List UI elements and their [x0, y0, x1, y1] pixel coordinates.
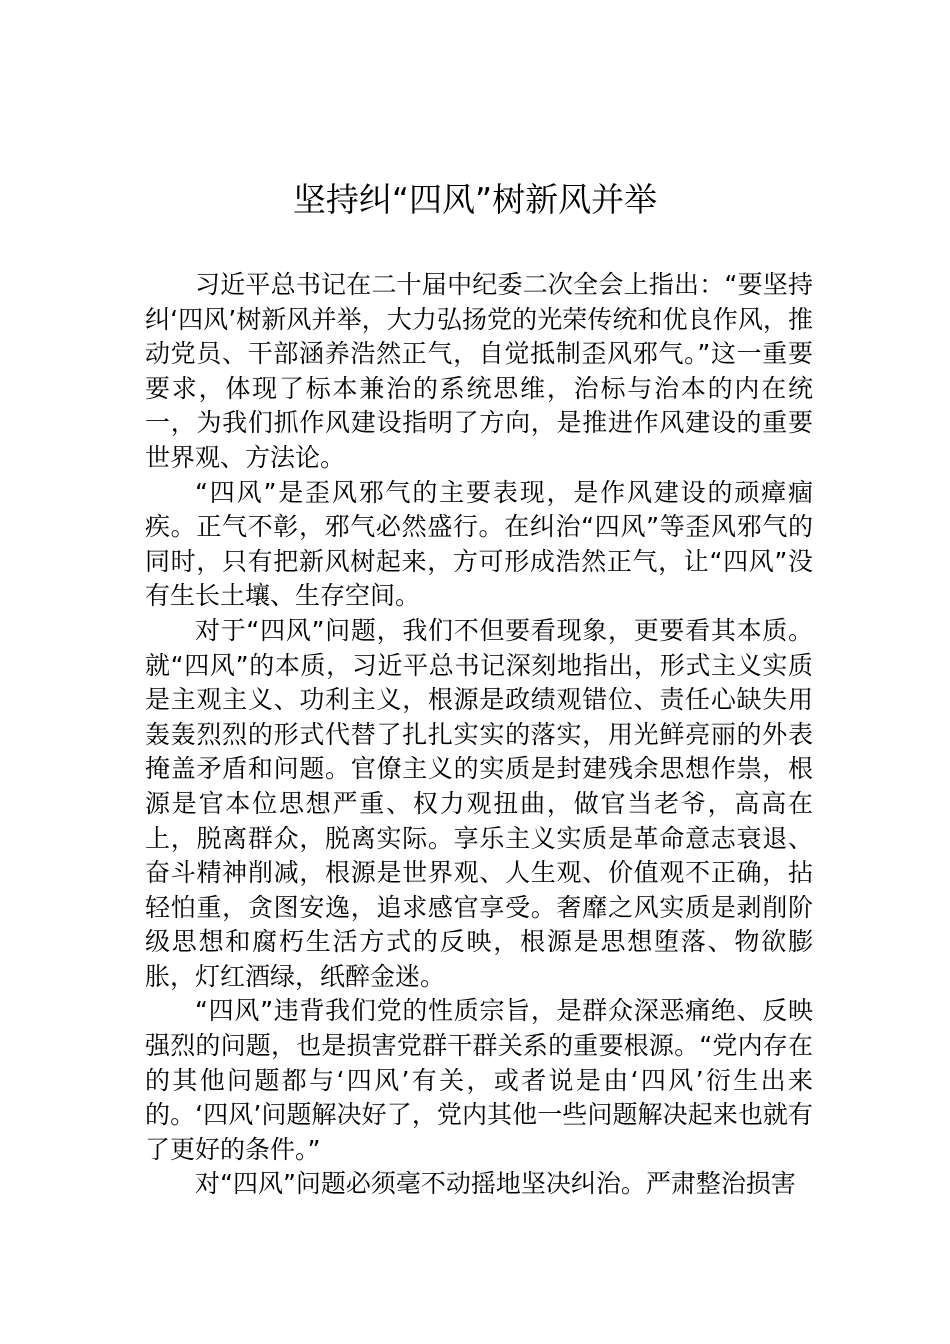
paragraph-2: “四风”是歪风邪气的主要表现，是作风建设的顽瘴痼疾。正气不彰，邪气必然盛行。在纠治“四风”等歪风邪气的同时，只有把新风树起来，方可形成浩然正气，让“四风”没有生长土壤、生存空间。: [145, 477, 813, 611]
paragraph-3: 对于“四风”问题，我们不但要看现象，更要看其本质。就“四风”的本质，习近平总书记深刻地指出，形式主义实质是主观主义、功利主义，根源是政绩观错位、责任心缺失用轰轰烈烈的形式代替了扎扎实实的落实，用光鲜亮丽的外表掩盖矛盾和问题。官僚主义的实质是封建残余思想作祟，根源是官本位思想严重、权力观扭曲，做官当老爷，高高在上，脱离群众，脱离实际。享乐主义实质是革命意志衰退、奋斗精神削减，根源是世界观、人生观、价值观不正确，拈轻怕重，贪图安逸，追求感官享受。奢靡之风实质是剥削阶级思想和腐朽生活方式的反映，根源是思想堕落、物欲膨胀，灯红酒绿，纸醉金迷。: [145, 615, 813, 991]
document-title: 坚持纠“四风”树新风并举: [292, 180, 658, 219]
paragraph-4: “四风”违背我们党的性质宗旨，是群众深恶痛绝、反映强烈的问题，也是损害党群干群关系的重要根源。“党内存在的其他问题都与‘四风’有关，或者说是由‘四风’衍生出来的。‘四风’问题解决好了，党内其他一些问题解决起来也就有了更好的条件。”: [145, 996, 813, 1164]
paragraph-1: 习近平总书记在二十届中纪委二次全会上指出：“要坚持纠‘四风’树新风并举，大力弘扬党的光荣传统和优良作风，推动党员、干部涵养浩然正气，自觉抵制歪风邪气。”这一重要要求，体现了标本兼治的系统思维，治标与治本的内在统一，为我们抓作风建设指明了方向，是推进作风建设的重要世界观、方法论。: [145, 270, 813, 472]
paragraph-5: 对“四风”问题必须毫不动摇地坚决纠治。严肃整治损害: [195, 1169, 796, 1199]
document-body: [145, 268, 813, 1202]
